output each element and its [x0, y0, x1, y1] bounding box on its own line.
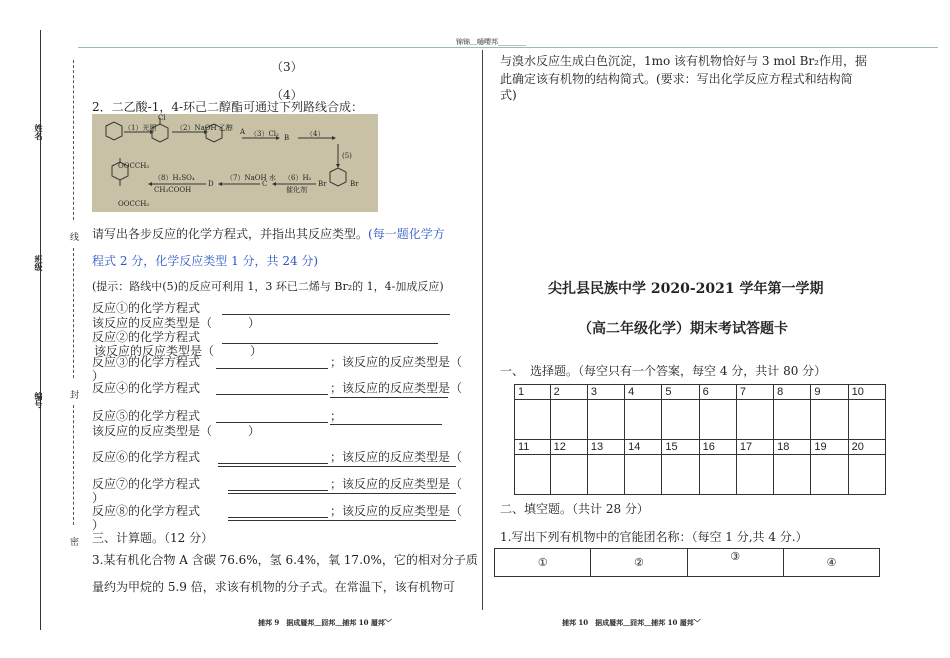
- answer-cell[interactable]: [848, 400, 885, 440]
- answer-cell[interactable]: [550, 400, 587, 440]
- item-3: （3）: [271, 60, 303, 74]
- reaction-2-type: 该反应的反应类型是（ ）: [94, 344, 263, 358]
- scheme-step1: （1）光照: [124, 124, 157, 132]
- fg-label-4: ④: [826, 556, 837, 569]
- choice-num: 16: [699, 440, 736, 455]
- page-divider: [482, 50, 483, 610]
- scheme-B: B: [284, 134, 290, 142]
- q3-cont2: 此确定该有机物的结构简式。(要求：写出化学反应方程式和结构简: [500, 72, 853, 86]
- cut-line-2: [73, 248, 74, 378]
- reaction-3-type: ；该反应的反应类型是（: [330, 355, 463, 369]
- answer-cell[interactable]: [662, 400, 699, 440]
- header-text: 锦锦﹏嗵嘤邦________: [456, 38, 526, 46]
- choice-num: 6: [699, 385, 736, 400]
- cut-line-1: [73, 60, 74, 220]
- right-footer: 捕邦 10 据成蜃邦﹏囧邦﹏捕邦 10 蜃邦﹀: [562, 618, 701, 627]
- scheme-step3: （3）Cl₂: [250, 130, 279, 138]
- answer-cell[interactable]: [848, 455, 885, 495]
- reaction-4: 反应④的化学方程式: [92, 381, 201, 395]
- reaction-3: 反应③的化学方程式: [92, 355, 201, 369]
- q3-cont1: 与溴水反应生成白色沉淀，1mo 该有机物恰好与 3 mol Br₂作用，据: [500, 54, 867, 68]
- name-label: 姓名: [34, 124, 43, 140]
- exam-title: （高二年级化学）期末考试答题卡: [578, 321, 788, 337]
- scheme-step5: (5): [342, 152, 352, 160]
- choice-num: 15: [662, 440, 699, 455]
- scheme-step4: （4）: [306, 130, 325, 138]
- reaction-1: 反应①的化学方程式: [92, 301, 201, 315]
- fg-cell-3[interactable]: [687, 549, 783, 577]
- section-2-title: 二、填空题。（共计 28 分）: [500, 502, 649, 516]
- scheme-step6: （6）H₂: [284, 174, 312, 182]
- scheme-ester-top: OOCCH₃: [118, 162, 150, 170]
- answer-cell[interactable]: [662, 455, 699, 495]
- choice-table: [514, 384, 886, 495]
- answer-cell[interactable]: [625, 400, 662, 440]
- choice-num: 9: [811, 385, 848, 400]
- number-label: 编号: [34, 392, 43, 408]
- scheme-step7: （7）NaOH 水: [226, 174, 276, 182]
- scheme-cl: Cl: [158, 114, 166, 122]
- reaction-7: 反应⑦的化学方程式: [92, 477, 201, 491]
- q3-line1: 3.某有机化合物 A 含碳 76.6%，氢 6.4%，氧 17.0%，它的相对分子质: [92, 553, 478, 567]
- answer-cell[interactable]: [811, 455, 848, 495]
- reaction-5-semi: ；: [330, 409, 343, 423]
- scheme-br2: Br: [350, 180, 359, 188]
- seal-char: 封: [70, 391, 80, 401]
- choice-num: 11: [515, 440, 551, 455]
- choice-num: 3: [587, 385, 624, 400]
- reaction-8: 反应⑧的化学方程式: [92, 504, 201, 518]
- choice-num: 10: [848, 385, 885, 400]
- instruction-score-2: 程式 2 分，化学反应类型 1 分，共 24 分): [92, 254, 319, 268]
- q3-cont3: 式): [500, 88, 517, 102]
- choice-num: 7: [736, 385, 773, 400]
- choice-num: 13: [587, 440, 624, 455]
- answer-cell[interactable]: [774, 455, 811, 495]
- q3-line2: 量约为甲烷的 5.9 倍，求该有机物的分子式。在常温下，该有机物可: [92, 580, 455, 594]
- fg-cell-1[interactable]: [495, 549, 591, 577]
- section-1-title: 一、 选择题。（每空只有一个答案，每空 4 分，共计 80 分）: [500, 364, 827, 378]
- q2-title: 2．二乙酸-1，4-环己二醇酯可通过下列路线合成：: [92, 100, 364, 114]
- reaction-8-close: ）: [92, 518, 105, 532]
- choice-num: 5: [662, 385, 699, 400]
- reaction-7-type: ；该反应的反应类型是（: [330, 477, 463, 491]
- section-3-title: 三、计算题。（12 分）: [92, 531, 214, 545]
- scheme-br1: Br: [318, 180, 327, 188]
- answer-cell[interactable]: [587, 455, 624, 495]
- fg-label-3: ③: [730, 550, 741, 563]
- reaction-6: 反应⑥的化学方程式: [92, 450, 201, 464]
- scheme-step6b: 催化剂: [286, 186, 307, 194]
- choice-num: 14: [625, 440, 662, 455]
- scheme-step8: （8）H₂SO₄: [154, 174, 195, 182]
- answer-cell[interactable]: [699, 455, 736, 495]
- reaction-2: 反应②的化学方程式: [92, 330, 201, 344]
- answer-cell[interactable]: [515, 455, 551, 495]
- reaction-4-type: ；该反应的反应类型是（: [330, 381, 463, 395]
- line-char: 线: [70, 233, 80, 243]
- answer-cell[interactable]: [699, 400, 736, 440]
- reaction-3-close: ）: [92, 369, 105, 383]
- reaction-7-close: ）: [92, 491, 105, 505]
- fill-q1: 1.写出下列有机物中的官能团名称：（每空 1 分,共 4 分.）: [500, 530, 808, 544]
- scheme-C: C: [262, 180, 268, 188]
- cut-line-3: [73, 405, 74, 525]
- fg-cell-4[interactable]: [783, 549, 879, 577]
- scheme-step2: （2）NaOH 乙醇: [176, 124, 233, 132]
- class-label: 班级: [34, 255, 43, 271]
- reaction-1-type: 该反应的反应类型是（ ）: [92, 316, 261, 330]
- choice-num: 20: [848, 440, 885, 455]
- choice-num: 2: [550, 385, 587, 400]
- answer-cell[interactable]: [550, 455, 587, 495]
- answer-cell[interactable]: [811, 400, 848, 440]
- choice-num: 4: [625, 385, 662, 400]
- scheme-D: D: [208, 180, 214, 188]
- dense-char: 密: [70, 538, 80, 548]
- answer-cell[interactable]: [515, 400, 551, 440]
- choice-num: 17: [736, 440, 773, 455]
- instruction-text: 请写出各步反应的化学方程式，并指出其反应类型。: [92, 227, 369, 241]
- instruction: [92, 227, 445, 241]
- answer-cell[interactable]: [736, 400, 773, 440]
- choice-num: 18: [774, 440, 811, 455]
- scheme-ester-bottom: OOCCH₃: [118, 200, 150, 208]
- answer-cell[interactable]: [736, 455, 773, 495]
- choice-num: 12: [550, 440, 587, 455]
- fg-label-2: ②: [633, 556, 644, 569]
- reaction-6-type: ；该反应的反应类型是（: [330, 450, 463, 464]
- answer-cell[interactable]: [587, 400, 624, 440]
- fg-cell-2[interactable]: [591, 549, 687, 577]
- instruction-score: (每一题化学方: [368, 227, 445, 241]
- scheme-step8b: CH₃COOH: [154, 186, 192, 194]
- choice-num: 1: [515, 385, 551, 400]
- fg-label-1: ①: [537, 556, 548, 569]
- hint: (提示：路线中(5)的反应可利用 1，3 环已二烯与 Br₂的 1，4-加成反应): [92, 280, 444, 293]
- choice-num: 8: [774, 385, 811, 400]
- header-rule: [78, 47, 938, 48]
- functional-group-table: [494, 548, 880, 577]
- margin-line: [40, 30, 41, 630]
- choice-num: 19: [811, 440, 848, 455]
- reaction-8-type: ；该反应的反应类型是（: [330, 504, 463, 518]
- scheme-A: A: [240, 128, 246, 136]
- answer-cell[interactable]: [774, 400, 811, 440]
- answer-cell[interactable]: [625, 455, 662, 495]
- reaction-5: 反应⑤的化学方程式: [92, 409, 201, 423]
- school-title: 尖扎县民族中学 2020-2021 学年第一学期: [548, 281, 824, 297]
- reaction-scheme: [92, 114, 378, 212]
- left-footer: 捕邦 9 据成蜃邦﹏囧邦﹏捕邦 10 蜃邦﹀: [258, 618, 392, 627]
- item-4: （4）: [271, 88, 303, 102]
- reaction-5-type: 该反应的反应类型是（ ）: [92, 424, 261, 438]
